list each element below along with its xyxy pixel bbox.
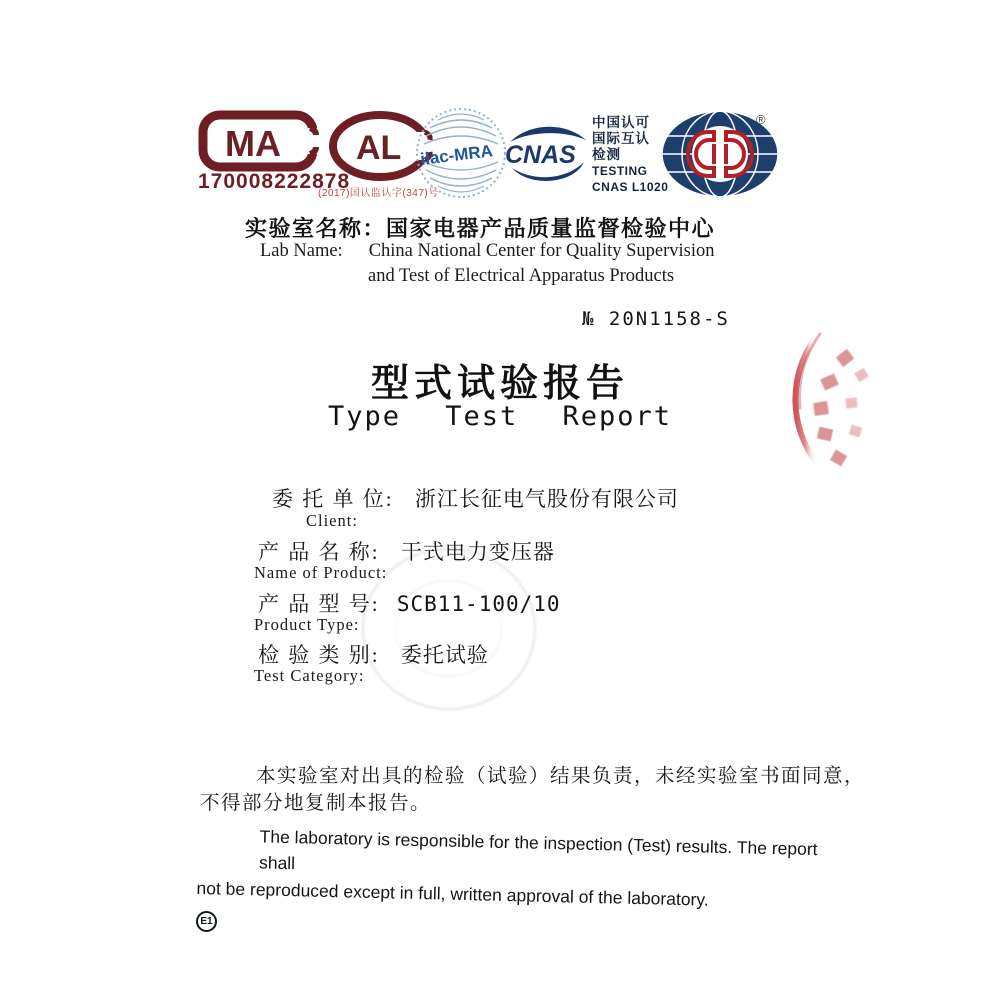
cal-caption: (2017)国认监认字(347)号 <box>318 188 439 199</box>
disclaimer-en-line1: The laboratory is responsible for the inspection (Test) results. The report shall <box>258 826 818 874</box>
ilac-mra-label: ilac-MRA <box>419 141 494 169</box>
lab-name-en-text: China National Center for Quality Supervision <box>368 241 715 261</box>
test-category-value: 委托试验 <box>400 643 489 667</box>
test-category-label-en: Test Category: <box>254 666 365 685</box>
report-title-zh: 型式试验报告 <box>370 363 629 405</box>
circled-footer-mark: E1 <box>196 911 217 932</box>
cnas-text-line: 中国认可 <box>592 115 650 130</box>
lab-name-en-line2: and Test of Electrical Apparatus Products <box>368 266 675 286</box>
registered-trademark-icon: ® <box>756 112 766 127</box>
lab-name-label: Lab Name: <box>260 241 343 261</box>
disclaimer-en <box>196 822 823 915</box>
cnas-text-line: 国际互认 <box>592 131 650 146</box>
product-name-label-zh: 产 品 名 称: <box>258 540 380 564</box>
cma-letters: MA <box>225 123 281 164</box>
product-type-value: SCB11-100/10 <box>396 592 561 616</box>
cma-logo-icon <box>198 110 320 172</box>
ilac-mra-logo-icon <box>414 106 508 200</box>
disclaimer-zh-line1: 本实验室对出具的检验（试验）结果负责，未经实验室书面同意， <box>256 766 866 787</box>
certification-logos <box>0 0 1000 220</box>
cnas-text-block <box>592 115 668 195</box>
product-type-label-zh: 产 品 型 号: <box>258 592 380 616</box>
test-category-label-zh: 检 验 类 别: <box>258 643 380 667</box>
product-type-label-en: Product Type: <box>254 615 360 634</box>
cnas-logo-icon <box>504 120 590 182</box>
lab-name-zh: 实验室名称：国家电器产品质量监督检验中心 <box>245 216 716 241</box>
cnas-text-line: CNAS L1020 <box>592 180 669 194</box>
product-name-label-en: Name of Product: <box>254 563 388 582</box>
report-number: № 20N1158-S <box>582 308 730 330</box>
product-type-row <box>258 588 561 618</box>
cma-number: 170008222878 <box>198 170 351 193</box>
disclaimer-en-line2: not be reproduced except in full, written approval of the laboratory. <box>196 877 709 910</box>
cal-letters: AL <box>356 129 402 167</box>
cnas-text-line: TESTING <box>592 164 648 178</box>
lab-name-en-line1 <box>260 241 715 262</box>
cnas-text-line: 检测 <box>592 147 621 162</box>
test-category-row <box>258 639 489 669</box>
client-label-en: Client: <box>306 511 358 530</box>
faded-stamp-outline <box>362 548 536 710</box>
client-label-zh: 委 托 单 位: <box>272 487 394 511</box>
report-title-en: Type Test Report <box>327 401 673 432</box>
product-name-value: 干式电力变压器 <box>400 540 555 564</box>
cnas-letters: CNAS <box>505 141 576 169</box>
disclaimer-zh-line2: 不得部分地复制本报告。 <box>200 793 432 814</box>
client-value: 浙江长征电气股份有限公司 <box>414 487 679 511</box>
client-row <box>272 483 679 513</box>
product-name-row <box>258 536 555 566</box>
